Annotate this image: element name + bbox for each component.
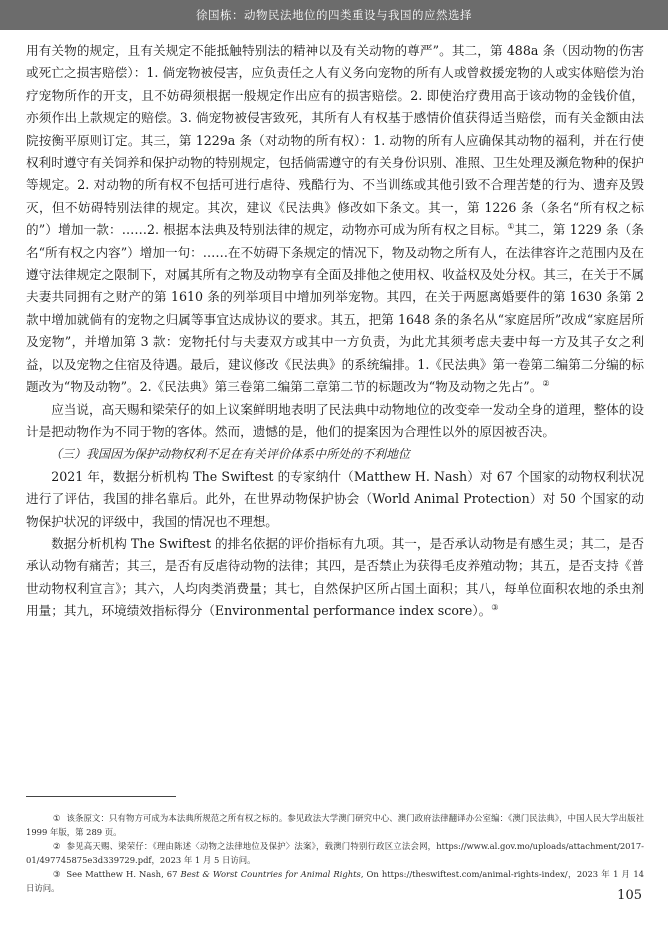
paragraph-1 — [26, 40, 644, 399]
footnote-1-mark: ① — [52, 813, 61, 823]
paragraph-4 — [26, 533, 644, 623]
footnote-1 — [26, 812, 644, 839]
paragraph-1-text: 用有关物的规定，且有关规定不能抵触特别法的精神以及有关动物的尊严”。其二，第 488a 条（因动物的伤害或死亡之损害赔偿）：1. 倘宠物被侵害，应负责任之人有义务向宠物的所有人或曾救援宠物的人或实体赔偿为治疗宠物所作的开支，且不妨碍须根据一般规定作出应有的损害赔偿。2. 即使治疗费用高于该动物的金钱价值，亦须作出上款规定的赔偿。3. 倘宠物被侵害致死，其所有人有权基于感情价值获得适当赔偿，而有关金额由法院按衡平原则订定。其三，第 1229a 条（对动物的所有权）：1. 动物的所有人应确保其动物的福利，并在行使权利时遵守有关饲养和保护动物的特别规定，包括倘需遵守的有关身份识别、准照、卫生处理及濒危物种的保护等规定。2. 对动物的所有权不包括可进行虐待、残酷行为、不当训练或其他引致不合理苦楚的行为、遗弃及毁灭，但不妨碍特别法律的规定。其次，建议《民法典》修改如下条文。其一，第 1226 条（条名“所有权之标的”）增加一款：……2. 根据本法典及特别法律的规定，动物亦可成为所有权之目标。 — [26, 43, 644, 238]
running-header — [0, 0, 668, 30]
footnote-3-mark: ③ — [52, 869, 61, 880]
footnote-ref-2[interactable]: ② — [542, 378, 550, 388]
footnotes — [26, 812, 644, 897]
paragraph-2: 应当说，高天赐和梁荣仔的如上议案鲜明地表明了民法典中动物地位的改变牵一发动全身的道理，整体的设计是把动物作为不同于物的客体。然而，遗憾的是，他们的提案因为合理性以外的原因被否决。 — [26, 401, 644, 439]
paragraph-4-text: 数据分析机构 The Swiftest 的排名依据的评价指标有九项。其一，是否承认动物是有感生灵；其二，是否承认动物有痛苦；其三，是否有反虐待动物的法律；其四，是否禁止为获得毛皮养殖动物；其五，是否支持《普世动物权利宣言》；其六，人均肉类消费量；其七，自然保护区所占国土面积；其八，每单位面积农地的杀虫剂用量；其九，环境绩效指标得分（Environmental performance index score）。 — [26, 535, 644, 619]
footnote-3-text-after: , On https://theswiftest.com/animal-rights-index/，2023 年 1 月 14 日访问。 — [26, 869, 645, 893]
footnote-3-title: Best & Worst Countries for Animal Rights — [180, 869, 361, 880]
footnote-ref-3[interactable]: ③ — [491, 602, 499, 612]
section-subheading: （三）我国因为保护动物权利不足在有关评价体系中所处的不利地位 — [50, 447, 411, 462]
paragraph-3: 2021 年，数据分析机构 The Swiftest 的专家纳什（Matthew H. Nash）对 67 个国家的动物权利状况进行了评估，我国的排名靠后。此外，在世界动物保护协会（World Animal Protection）对 50 个国家的动物保护状况的评级中，我国的情况也不理想。 — [26, 468, 644, 529]
page-number: 105 — [617, 888, 642, 903]
footnote-divider — [26, 796, 176, 797]
running-title: 徐国栋：动物民法地位的四类重设与我国的应然选择 — [196, 8, 472, 22]
footnote-2 — [26, 840, 644, 867]
footnote-ref-1[interactable]: ① — [507, 222, 515, 232]
paragraph-1b-text: 其二，第 1229 条（条名“所有权之内容”）增加一句：……在不妨碍下条规定的情况下，物及动物之所有人，在法律容许之范围内及在遵守法律规定之限制下，对属其所有之物及动物享有全面及排他之使用权、收益权及处分权。其三，在关于不属夫妻共同拥有之财产的第 1610 条的列举项目中增加列举宠物。其四，在关于两愿离婚要件的第 1630 条第 2 款中增加就倘有的宠物之归属等事宜达成协议的要求。其五，把第 1648 条的条名从“家庭居所”改成“家庭居所及宠物”，并增加第 3 款：宠物托付与夫妻双方或其中一方负责，为此尤其须考虑夫妻中每一方及其子女之利益，以及宠物之住宿及待遇。最后，建议修改《民法典》的系统编排。1.《民法典》第一卷第二编第二分编的标题改为“物及动物”。2.《民法典》第三卷第二编第二章第二节的标题改为“物及动物之先占”。 — [26, 222, 644, 395]
footnote-2-mark: ② — [52, 841, 61, 852]
footnote-2-text: 参见高天赐、梁荣仔：《理由陈述〈动物之法律地位及保护〉法案》，载澳门特别行政区立法会网，https://www.al.gov.mo/uploads/attachment/2017-01/497745875e3d339729.pdf，2023 年 1 月 5 日访问。 — [26, 841, 644, 865]
footnote-3 — [26, 868, 644, 895]
footnote-3-text-before: See Matthew H. Nash, 67 — [66, 869, 181, 880]
main-text — [26, 40, 644, 623]
footnote-1-text: 该条原文：只有物方可成为本法典所规范之所有权之标的。参见政法大学澳门研究中心、澳门政府法律翻译办公室编：《澳门民法典》，中国人民大学出版社 1999 年版，第 289 页。 — [26, 813, 644, 837]
